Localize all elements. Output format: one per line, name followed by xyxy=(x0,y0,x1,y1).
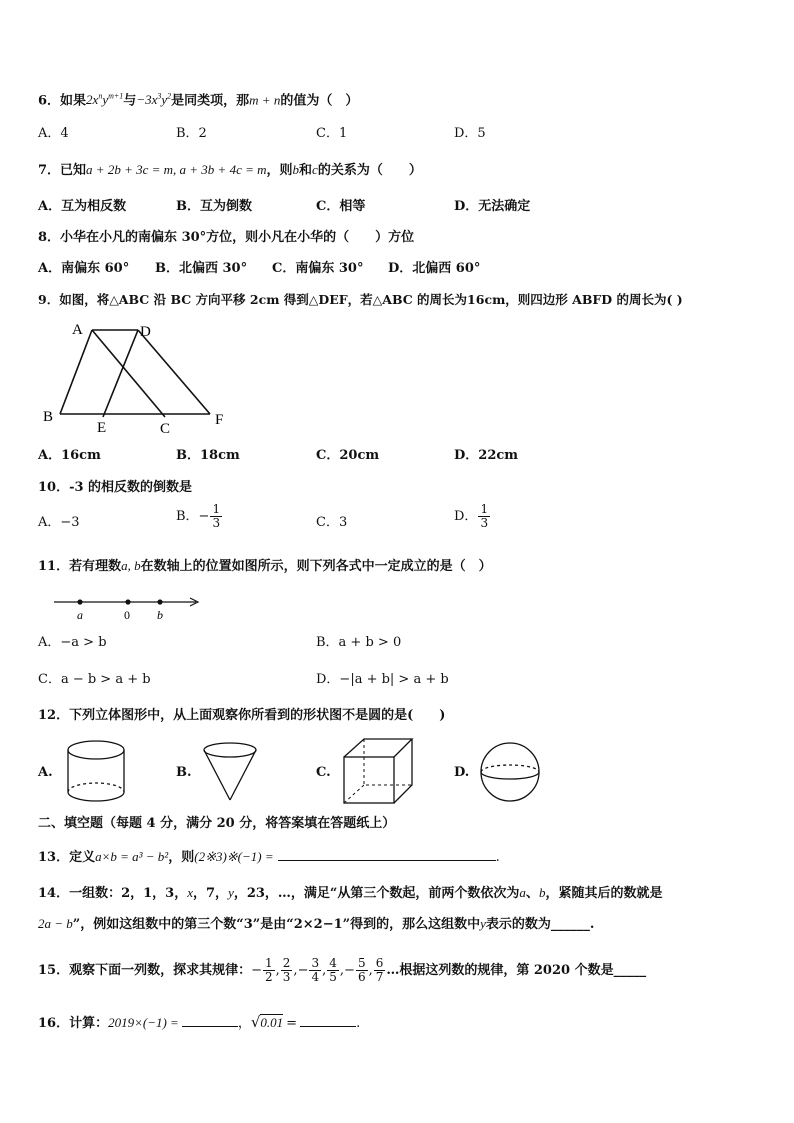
q15-stem: 15．观察下面一列数，探求其规律：− $\frac{1}{2}$ , $\frac{2}{3}$ ,− $\frac{3}{4}$ , $\frac{4}{5}$ ,− $\frac{5}{6}$ , $\frac{6}{7}$ …根据这列数的规律，第 2020 个数是_____ xyxy=(38,956,647,984)
q6-option-b: B．2 xyxy=(176,126,207,141)
q16-expr-1: 2019×(−1) = xyxy=(108,1015,179,1030)
q6-option-d: D．5 xyxy=(454,126,486,141)
q8-option-b: B．北偏西 30° xyxy=(155,261,248,276)
q14-line-1: 14．一组数：2，1，3，x，7，y，23，…，满足“从第三个数起，前两个数依次为a、b，紧随其后的数就是 xyxy=(38,885,663,901)
q9-translation-figure xyxy=(30,316,250,440)
q12-option-a-letter: A. xyxy=(38,765,53,780)
sqrt-expression: √0.01 xyxy=(250,1013,284,1031)
cylinder-figure xyxy=(64,738,128,806)
q8-option-d: D．北偏西 60° xyxy=(388,261,481,276)
axis-label-b: b xyxy=(157,608,163,622)
vertex-label-a: A xyxy=(72,322,83,338)
minus-sign: − xyxy=(344,963,355,978)
q6-expr-1: $2x^ny^{m+1}$ xyxy=(86,92,124,108)
point-b xyxy=(157,599,162,604)
comma-separator: , xyxy=(339,963,345,978)
q7-option-c: C．相等 xyxy=(316,199,366,214)
vertex-label-b: B xyxy=(43,409,54,425)
q10-option-c: C．3 xyxy=(316,515,348,530)
q6-stem: 6．如果$2x^ny^{m+1}$与$-3x^3y^2$是同类项，那m + n的值为（ ） xyxy=(38,92,359,109)
comma-separator: , xyxy=(275,963,280,978)
q7-option-a: A．互为相反数 xyxy=(38,199,127,214)
q7-option-b: B．互为倒数 xyxy=(176,199,252,214)
sequence-fraction: $\frac{3}{4}$ xyxy=(311,956,320,984)
vertex-label-e: E xyxy=(97,420,107,436)
q9-option-a: A．16cm xyxy=(38,448,101,463)
q11-number-line xyxy=(50,592,210,624)
q7-stem: 7．已知a + 2b + 3c = m, a + 3b + 4c = m，则b和c的关系为（ ） xyxy=(38,162,422,178)
q9-option-c: C．20cm xyxy=(316,448,380,463)
axis-label-a: a xyxy=(77,608,83,622)
sequence-fraction: $\frac{5}{6}$ xyxy=(357,956,366,984)
vertex-label-c: C xyxy=(160,421,171,437)
q7-expr: a + 2b + 3c = m, a + 3b + 4c = m xyxy=(86,162,267,177)
q11-option-a: A．−a > b xyxy=(38,635,107,650)
vertex-label-f: F xyxy=(215,412,224,428)
q12-stem: 12．下列立体图形中，从上面观察你所看到的形状图不是圆的是( ) xyxy=(38,708,446,723)
q6-stem-a: 6．如果 xyxy=(38,93,87,109)
q9-stem: 9．如图，将△ABC 沿 BC 方向平移 2cm 得到△DEF，若△ABC 的周长为16cm，则四边形 ABFD 的周长为( ) xyxy=(38,292,683,307)
q7-option-d: D．无法确定 xyxy=(454,199,531,214)
q14-line-2: 2a − b”，例如这组数中的第三个数“3”是由“2×2−1”得到的，那么这组数中y表示的数为______. xyxy=(38,916,595,932)
answer-blank[interactable] xyxy=(278,848,496,861)
q12-option-d-letter: D. xyxy=(454,765,470,780)
q13-definition: a×b = a³ − b² xyxy=(95,849,169,864)
point-zero xyxy=(125,599,130,604)
q8-option-c: C．南偏东 30° xyxy=(272,261,364,276)
q11-option-b: B．a + b > 0 xyxy=(316,635,402,650)
cube-figure xyxy=(340,737,416,807)
sequence-fraction: $\frac{4}{5}$ xyxy=(329,956,337,984)
comma-separator: , xyxy=(368,963,373,978)
q12-option-c-letter: C. xyxy=(316,765,331,780)
q10-option-b: B．− $\frac{1}{3}$ xyxy=(176,502,221,530)
answer-blank-1[interactable] xyxy=(182,1014,238,1027)
sequence-fraction: $\frac{6}{7}$ xyxy=(375,956,384,984)
cone-figure xyxy=(200,738,260,804)
sequence-fraction: $\frac{2}{3}$ xyxy=(282,956,291,984)
q6-option-a: A．4 xyxy=(38,126,69,141)
q15-sequence xyxy=(251,956,386,984)
q10-stem: 10．-3 的相反数的倒数是 xyxy=(38,480,193,495)
comma-separator: , xyxy=(322,963,327,978)
q13-expression: (2※3)※(−1) = xyxy=(194,849,274,864)
q9-option-d: D．22cm xyxy=(454,448,519,463)
axis-label-zero: 0 xyxy=(124,608,130,622)
q10-option-d: D． $\frac{1}{3}$ xyxy=(454,502,489,530)
fraction: $\frac{1}{3}$ xyxy=(212,502,221,530)
sequence-fraction: $\frac{1}{2}$ xyxy=(265,956,273,984)
point-a xyxy=(77,599,82,604)
vertex-label-d: D xyxy=(140,324,151,340)
minus-sign: − xyxy=(251,963,262,978)
q12-option-b-letter: B. xyxy=(176,765,192,780)
q13-stem: 13．定义a×b = a³ − b²，则(2※3)※(−1) = . xyxy=(38,849,500,865)
q11-option-d: D．−|a + b| > a + b xyxy=(316,672,449,687)
q10-option-a: A．−3 xyxy=(38,515,80,530)
q8-stem: 8．小华在小凡的南偏东 30°方位，则小凡在小华的（ ）方位 xyxy=(38,230,415,245)
sphere-figure xyxy=(478,740,544,804)
q6-expr-2: $-3x^3y^2$ xyxy=(136,92,172,108)
q8-option-a: A．南偏东 60° xyxy=(38,261,130,276)
q11-stem: 11．若有理数a, b在数轴上的位置如图所示，则下列各式中一定成立的是（ ） xyxy=(38,558,492,574)
minus-sign: − xyxy=(297,963,309,978)
q6-option-c: C．1 xyxy=(316,126,348,141)
fraction: $\frac{1}{3}$ xyxy=(480,502,489,530)
q9-option-b: B．18cm xyxy=(176,448,240,463)
section-heading: 二、填空题（每题 4 分，满分 20 分，将答案填在答题纸上） xyxy=(38,816,396,831)
q11-option-c: C．a − b > a + b xyxy=(38,672,151,687)
q16-stem: 16．计算：2019×(−1) = ，√0.01 = . xyxy=(38,1013,361,1031)
comma-separator: , xyxy=(293,963,298,978)
answer-blank-2[interactable] xyxy=(300,1014,356,1027)
